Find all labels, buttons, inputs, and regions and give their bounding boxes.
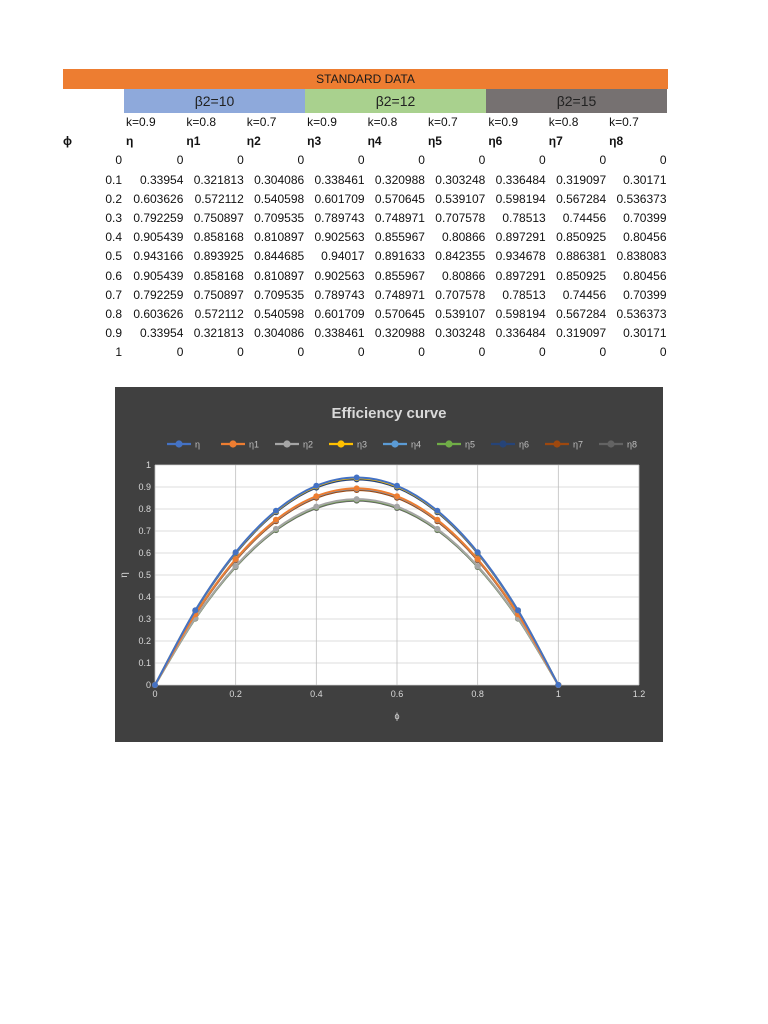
eta-value-cell: 0.33954 xyxy=(140,172,184,187)
x-tick-label: 0.2 xyxy=(229,689,242,699)
eta-value-cell: 0.539107 xyxy=(435,306,486,321)
eta-value-cell: 0.321813 xyxy=(193,172,244,187)
data-point xyxy=(152,682,158,688)
data-point xyxy=(475,563,481,569)
data-point xyxy=(233,549,239,555)
table-row xyxy=(63,228,668,247)
legend-swatch-marker xyxy=(337,440,344,447)
legend-swatch-marker xyxy=(499,440,506,447)
eta-header-cell: η xyxy=(126,134,134,149)
legend-label: η2 xyxy=(303,439,314,450)
data-point xyxy=(233,563,239,569)
eta-header-cell: η7 xyxy=(548,134,563,149)
eta-value-cell: 0.709535 xyxy=(254,287,305,302)
eta-value-cell: 0 xyxy=(599,345,607,360)
y-tick-label: 0.9 xyxy=(138,482,151,492)
eta-value-cell: 0 xyxy=(237,153,244,168)
eta-value-cell: 0.539107 xyxy=(435,191,486,206)
phi-header-cell: ϕ xyxy=(63,134,72,149)
k-label-cell: k=0.8 xyxy=(186,115,217,129)
eta-value-cell: 0.855967 xyxy=(374,230,425,245)
data-sheet xyxy=(63,69,668,362)
eta-value-cell: 0.94017 xyxy=(321,249,365,264)
k-label-cell: k=0.8 xyxy=(548,115,579,129)
eta-value-cell: 0.850925 xyxy=(556,268,607,283)
eta-value-cell: 0.902563 xyxy=(314,230,365,245)
eta-value-cell: 0.338461 xyxy=(314,172,365,187)
y-tick-label: 0.2 xyxy=(138,636,151,646)
eta-header-cell: η6 xyxy=(488,134,503,149)
k-row-blank xyxy=(63,113,124,132)
eta-value-cell: 0.570645 xyxy=(374,306,425,321)
legend-swatch-marker xyxy=(445,440,452,447)
eta-value-cell: 0.905439 xyxy=(133,230,184,245)
data-point xyxy=(394,493,400,499)
y-tick-label: 0.8 xyxy=(138,504,151,514)
y-tick-label: 0.5 xyxy=(138,570,151,580)
eta-value-cell: 0.570645 xyxy=(374,191,425,206)
y-tick-label: 0.7 xyxy=(138,526,151,536)
k-label-cell: k=0.7 xyxy=(427,115,458,129)
data-point xyxy=(475,556,481,562)
eta-value-cell: 0.80866 xyxy=(441,268,486,283)
eta-value-cell: 0.844685 xyxy=(254,249,305,264)
y-tick-label: 1 xyxy=(145,460,151,470)
x-tick-label: 0.6 xyxy=(390,689,404,699)
phi-value-cell: 0 xyxy=(115,153,122,168)
eta-value-cell: 0.303248 xyxy=(435,172,486,187)
k-label-cell: k=0.8 xyxy=(367,115,398,129)
eta-value-cell: 0.858168 xyxy=(193,230,244,245)
legend-label: η7 xyxy=(573,439,584,450)
eta-value-cell: 0.303248 xyxy=(435,326,486,341)
eta-value-cell: 0.33954 xyxy=(140,326,184,341)
phi-value-cell: 0.7 xyxy=(105,287,122,302)
data-point xyxy=(273,517,279,523)
eta-value-cell: 0 xyxy=(357,153,365,168)
legend-label: η5 xyxy=(465,439,476,450)
eta-value-cell: 0.748971 xyxy=(374,210,425,225)
table-row xyxy=(63,247,668,266)
eta-value-cell: 0.338461 xyxy=(314,326,365,341)
eta-value-cell: 0.603626 xyxy=(133,306,184,321)
eta-header-cell: η8 xyxy=(609,134,624,149)
eta-value-cell: 0 xyxy=(237,345,244,360)
table-row xyxy=(63,305,668,324)
k-label-cell: k=0.9 xyxy=(126,115,156,129)
eta-value-cell: 0.893925 xyxy=(193,249,244,264)
legend-label: η6 xyxy=(519,439,530,450)
data-point xyxy=(313,504,319,510)
k-label-cell: k=0.7 xyxy=(609,115,639,129)
data-point xyxy=(515,607,521,613)
eta-value-cell: 0.707578 xyxy=(435,287,486,302)
data-point xyxy=(394,504,400,510)
table-row xyxy=(63,151,668,170)
eta-value-cell: 0 xyxy=(357,345,365,360)
eta-value-cell: 0.792259 xyxy=(133,210,184,225)
legend-label: η8 xyxy=(627,439,638,450)
eta-value-cell: 0.886381 xyxy=(556,249,607,264)
eta-value-cell: 0.707578 xyxy=(435,210,486,225)
eta-header-cell: η5 xyxy=(427,134,442,149)
data-point xyxy=(313,493,319,499)
eta-value-cell: 0.540598 xyxy=(254,191,305,206)
table-row xyxy=(63,286,668,305)
eta-value-cell: 0.321813 xyxy=(193,326,244,341)
eta-value-cell: 0.810897 xyxy=(254,230,305,245)
eta-header-cell: η3 xyxy=(307,134,322,149)
phi-value-cell: 0.4 xyxy=(105,230,122,245)
eta-value-cell: 0.540598 xyxy=(254,306,305,321)
eta-value-cell: 0.567284 xyxy=(556,306,607,321)
data-point xyxy=(434,517,440,523)
phi-value-cell: 0.1 xyxy=(105,172,122,187)
eta-value-cell: 0.943166 xyxy=(133,249,184,264)
eta-value-cell: 0.304086 xyxy=(254,172,305,187)
eta-value-cell: 0 xyxy=(659,153,667,168)
eta-value-cell: 0.902563 xyxy=(314,268,365,283)
eta-value-cell: 0.78513 xyxy=(502,210,546,225)
data-point xyxy=(192,607,198,613)
eta-value-cell: 0 xyxy=(539,153,546,168)
data-point xyxy=(313,483,319,489)
eta-value-cell: 0.897291 xyxy=(495,268,546,283)
phi-value-cell: 0.3 xyxy=(105,210,122,225)
legend-label: η4 xyxy=(411,439,422,450)
eta-value-cell: 0.336484 xyxy=(495,172,546,187)
eta-value-cell: 0.74456 xyxy=(562,210,607,225)
group-beta-10: β2=10 xyxy=(124,89,305,113)
eta-header-cell: η2 xyxy=(246,134,261,149)
data-point xyxy=(273,526,279,532)
eta-value-cell: 0.934678 xyxy=(495,249,546,264)
y-tick-label: 0 xyxy=(145,680,151,690)
legend-swatch-marker xyxy=(391,440,398,447)
eta-value-cell: 0.70399 xyxy=(623,287,667,302)
eta-value-cell: 0.80456 xyxy=(623,230,667,245)
eta-header-cell: η1 xyxy=(186,134,201,149)
eta-value-cell: 0 xyxy=(539,345,546,360)
efficiency-chart xyxy=(115,387,663,742)
eta-value-cell: 0.789743 xyxy=(314,287,365,302)
y-tick-label: 0.1 xyxy=(138,658,151,668)
sheet-banner: STANDARD DATA xyxy=(63,69,668,89)
eta-value-cell: 0.74456 xyxy=(562,287,607,302)
eta-value-cell: 0 xyxy=(176,345,184,360)
eta-value-cell: 0.789743 xyxy=(314,210,365,225)
eta-value-cell: 0.320988 xyxy=(374,326,425,341)
eta-value-cell: 0.750897 xyxy=(193,210,244,225)
eta-value-cell: 0.598194 xyxy=(495,306,546,321)
eta-value-cell: 0 xyxy=(478,345,486,360)
legend-label: η1 xyxy=(249,439,260,450)
phi-value-cell: 1 xyxy=(115,345,122,360)
eta-value-cell: 0.572112 xyxy=(194,191,244,206)
eta-value-cell: 0.572112 xyxy=(194,306,244,321)
k-label-cell: k=0.9 xyxy=(488,115,519,129)
x-tick-label: 0.8 xyxy=(471,689,484,699)
eta-value-cell: 0.891633 xyxy=(374,249,425,264)
eta-value-cell: 0.858168 xyxy=(193,268,244,283)
data-point xyxy=(394,483,400,489)
k-label-row xyxy=(63,113,668,132)
data-point xyxy=(434,508,440,514)
eta-value-cell: 0.598194 xyxy=(495,191,546,206)
eta-value-cell: 0.897291 xyxy=(495,230,546,245)
x-tick-label: 1 xyxy=(555,689,561,699)
eta-value-cell: 0.30171 xyxy=(623,326,667,341)
data-table xyxy=(63,113,668,362)
eta-header-cell: η4 xyxy=(367,134,382,149)
eta-value-cell: 0.709535 xyxy=(254,210,305,225)
eta-value-cell: 0.536373 xyxy=(616,191,667,206)
eta-value-cell: 0.838083 xyxy=(616,249,667,264)
data-point xyxy=(354,496,360,502)
eta-value-cell: 0.336484 xyxy=(495,326,546,341)
eta-value-cell: 0.80866 xyxy=(441,230,486,245)
eta-value-cell: 0.319097 xyxy=(556,172,607,187)
group-beta-15: β2=15 xyxy=(486,89,667,113)
data-point xyxy=(273,508,279,514)
eta-value-cell: 0.810897 xyxy=(254,268,305,283)
legend-swatch-marker xyxy=(229,440,236,447)
beta-group-row xyxy=(63,89,668,113)
eta-value-cell: 0 xyxy=(478,153,486,168)
x-tick-label: 0 xyxy=(152,689,158,699)
group-beta-12: β2=12 xyxy=(305,89,486,113)
eta-value-cell: 0.748971 xyxy=(374,287,425,302)
k-label-cell: k=0.7 xyxy=(246,115,277,129)
data-point xyxy=(233,556,239,562)
phi-value-cell: 0.5 xyxy=(105,249,122,264)
x-axis-label: ϕ xyxy=(394,711,400,721)
eta-value-cell: 0.319097 xyxy=(556,326,607,341)
k-label-cell: k=0.9 xyxy=(307,115,337,129)
y-axis-label: η xyxy=(119,572,130,578)
legend-swatch-marker xyxy=(175,440,182,447)
eta-value-cell: 0 xyxy=(297,345,305,360)
chart-svg xyxy=(115,387,663,742)
y-tick-label: 0.3 xyxy=(138,614,151,624)
phi-value-cell: 0.6 xyxy=(105,268,122,283)
eta-value-cell: 0.567284 xyxy=(556,191,607,206)
eta-value-cell: 0.30171 xyxy=(623,172,667,187)
table-row xyxy=(63,171,668,190)
chart-title: Efficiency curve xyxy=(331,405,447,422)
eta-value-cell: 0.792259 xyxy=(133,287,184,302)
table-row xyxy=(63,209,668,228)
eta-value-cell: 0.855967 xyxy=(374,268,425,283)
eta-header-row xyxy=(63,132,668,151)
legend-swatch-marker xyxy=(283,440,290,447)
legend-swatch-marker xyxy=(553,440,560,447)
eta-value-cell: 0 xyxy=(176,153,184,168)
table-row xyxy=(63,343,668,362)
x-tick-label: 1.2 xyxy=(632,689,646,699)
table-row xyxy=(63,324,668,343)
eta-value-cell: 0.536373 xyxy=(616,306,667,321)
eta-value-cell: 0 xyxy=(659,345,667,360)
group-blank-cell xyxy=(63,89,124,113)
eta-value-cell: 0.78513 xyxy=(502,287,546,302)
eta-value-cell: 0 xyxy=(599,153,607,168)
data-point xyxy=(354,485,360,491)
x-tick-label: 0.4 xyxy=(310,689,323,699)
table-row xyxy=(63,190,668,209)
table-row xyxy=(63,267,668,286)
eta-value-cell: 0.905439 xyxy=(133,268,184,283)
data-point xyxy=(354,475,360,481)
y-tick-label: 0.6 xyxy=(138,548,151,558)
eta-value-cell: 0.70399 xyxy=(623,210,667,225)
eta-value-cell: 0.304086 xyxy=(254,326,305,341)
phi-value-cell: 0.8 xyxy=(105,306,122,321)
legend-label: η3 xyxy=(357,439,368,450)
legend-swatch-marker xyxy=(607,440,614,447)
legend-label: η xyxy=(195,439,201,450)
eta-value-cell: 0.601709 xyxy=(314,306,365,321)
eta-value-cell: 0 xyxy=(418,153,425,168)
data-point xyxy=(434,526,440,532)
phi-value-cell: 0.9 xyxy=(105,326,122,341)
eta-value-cell: 0.601709 xyxy=(314,191,365,206)
eta-value-cell: 0 xyxy=(297,153,305,168)
eta-value-cell: 0.842355 xyxy=(435,249,486,264)
eta-value-cell: 0.320988 xyxy=(374,172,425,187)
eta-value-cell: 0.603626 xyxy=(133,191,184,206)
data-point xyxy=(555,682,561,688)
eta-value-cell: 0.80456 xyxy=(623,268,667,283)
phi-value-cell: 0.2 xyxy=(105,191,122,206)
data-point xyxy=(475,549,481,555)
eta-value-cell: 0 xyxy=(418,345,425,360)
eta-value-cell: 0.750897 xyxy=(193,287,244,302)
y-tick-label: 0.4 xyxy=(138,592,151,602)
eta-value-cell: 0.850925 xyxy=(556,230,607,245)
